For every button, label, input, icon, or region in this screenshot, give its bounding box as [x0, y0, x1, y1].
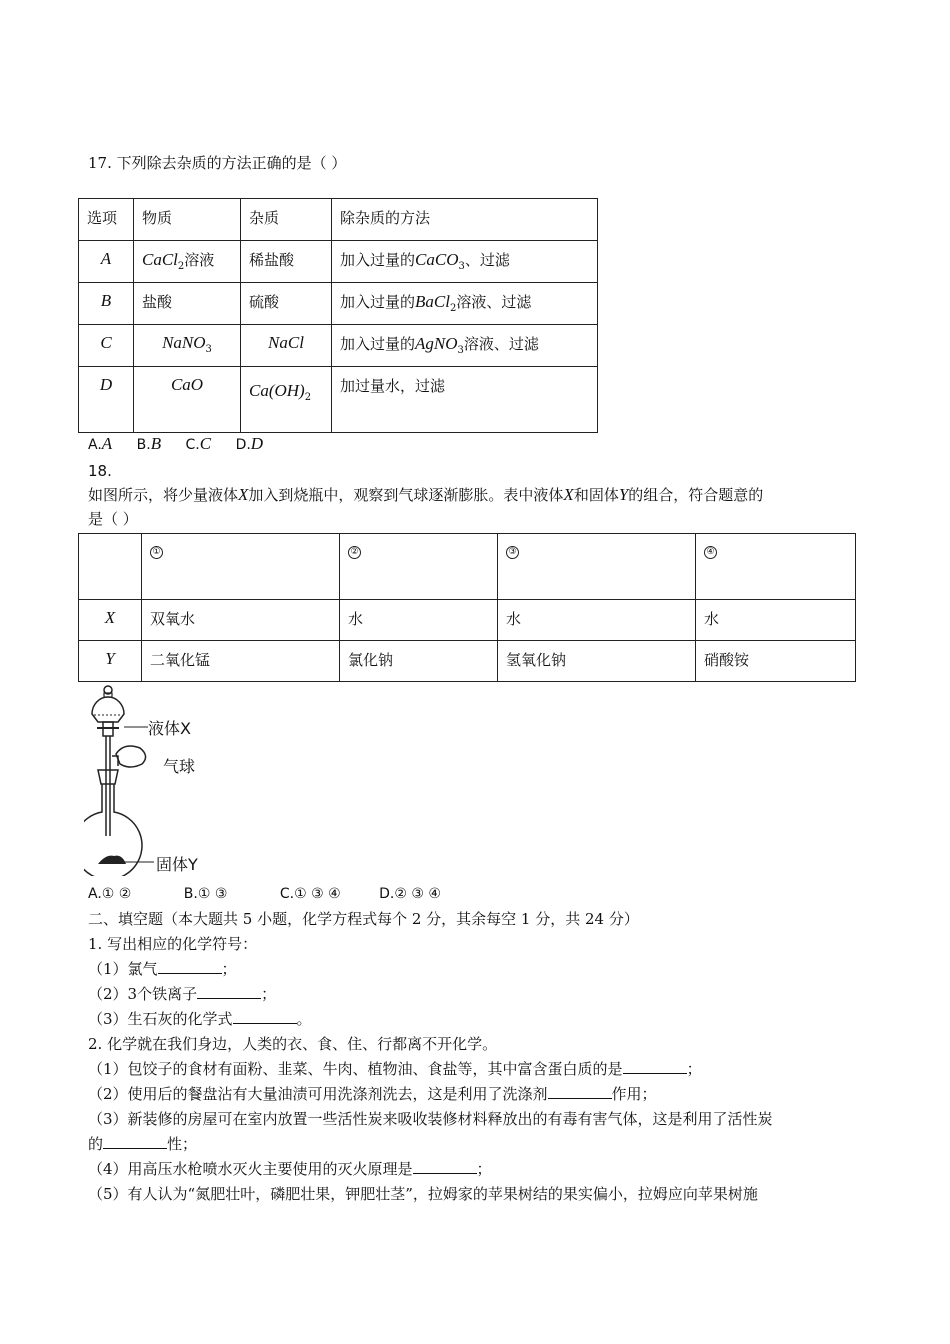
q17-row-a-substance-sub: 2 — [177, 261, 185, 272]
s2-q2-item3-line1: （3）新装修的房屋可在室内放置一些活性炭来吸收装修材料释放出的有毒有害气体，这是利用了活性炭 — [88, 1110, 773, 1128]
s2-q2-item2-text: （2）使用后的餐盘沾有大量油渍可用洗涤剂洗去，这是利用了洗涤剂 — [88, 1085, 548, 1103]
s2-q1-item2-punct: ； — [261, 985, 277, 1003]
q17-row-d-key: D — [99, 375, 113, 394]
q18-option-b[interactable] — [184, 886, 228, 902]
s2-q2-item5: （5）有人认为“氮肥壮叶，磷肥壮果，钾肥壮茎”，拉姆家的苹果树结的果实偏小，拉姆应向苹果树施 — [88, 1185, 758, 1203]
q17-row-a-substance-suffix: 溶液 — [184, 251, 215, 269]
q17-row-c-impurity: NaCl — [268, 333, 304, 352]
s2-q2-item3-punct: 性； — [167, 1135, 198, 1153]
q17-row-a-method-formula: CaCO — [415, 250, 459, 269]
q17-row-d-method: 加过量水，过滤 — [332, 367, 598, 433]
q17-option-b[interactable] — [136, 434, 162, 453]
balloon-icon — [116, 746, 146, 767]
q18-row-x-2: 水 — [340, 600, 498, 641]
s2-q2-item4-text: （4）用高压水枪喷水灭火主要使用的灭火原理是 — [88, 1160, 413, 1178]
q18-number: 18. — [88, 462, 112, 480]
s2-q2-item1 — [88, 1058, 702, 1080]
q17-row-b-method-pre: 加入过量的 — [340, 293, 416, 311]
q18-table — [78, 533, 856, 682]
rubber-stopper-icon — [98, 770, 118, 784]
s2-q2-blank4[interactable] — [413, 1159, 477, 1174]
q18-header-blank — [79, 534, 142, 600]
q18-var-x-2: X — [563, 485, 574, 504]
q18-option-a[interactable] — [88, 886, 131, 902]
q17-row-a-key: A — [100, 249, 112, 268]
s2-q2-blank3[interactable] — [103, 1134, 167, 1149]
q17-row-a-method-post: 、过滤 — [464, 251, 510, 269]
q17-option-d-value: D — [250, 434, 264, 453]
s2-q2-item4 — [88, 1158, 492, 1180]
s2-q1-item1-text: （1）氯气 — [88, 960, 158, 978]
s2-q2-item4-punct: ； — [476, 1160, 492, 1178]
q17-header-option: 选项 — [79, 199, 134, 241]
q17-title: 17. 下列除去杂质的方法正确的是（ ） — [88, 154, 347, 172]
q17-header-impurity: 杂质 — [241, 199, 332, 241]
q18-row-y-label: Y — [105, 649, 115, 668]
q18-option-c-value: ① ③ ④ — [294, 886, 341, 902]
q17-row-c-method-formula: AgNO — [415, 334, 458, 353]
q18-option-d-label: D. — [379, 886, 395, 902]
q17-row-c-method-sub: 3 — [457, 345, 464, 356]
q18-option-a-label: A. — [88, 886, 102, 902]
q18-option-b-label: B. — [183, 886, 198, 902]
q17-row-a-impurity: 稀盐酸 — [241, 241, 332, 283]
q18-option-a-value: ① ② — [101, 886, 132, 902]
q18-row-y-4: 硝酸铵 — [696, 641, 856, 682]
q18-stem-part1: 如图所示，将少量液体 — [88, 486, 239, 504]
q17-option-a[interactable] — [88, 434, 113, 453]
q17-row-c-substance-sub: 3 — [205, 344, 212, 355]
s2-q1-item2-text: （2）3个铁离子 — [88, 985, 198, 1003]
s2-q1-blank3[interactable] — [233, 1009, 297, 1024]
apparatus-figure — [84, 684, 214, 876]
q17-option-b-label: B. — [136, 437, 151, 453]
s2-q1-stem: 1. 写出相应的化学符号： — [88, 935, 258, 953]
q18-row-y-2: 氯化钠 — [340, 641, 498, 682]
q17-row-b-substance: 盐酸 — [134, 283, 241, 325]
q18-var-y: Y — [618, 485, 629, 504]
q17-row-c-key: C — [100, 333, 112, 352]
s2-q2-item3-text: 的 — [88, 1135, 104, 1153]
q17-row-c-method-pre: 加入过量的 — [340, 335, 416, 353]
q18-stem-part4: 的组合，符合题意的 — [628, 486, 764, 504]
s2-q1-item3-punct: 。 — [296, 1010, 312, 1028]
q18-row-x — [79, 600, 856, 641]
figure-label-solid: 固体Y — [156, 855, 198, 874]
s2-q2-item2 — [88, 1083, 657, 1105]
q17-row-a-substance: CaCl — [142, 250, 178, 269]
q17-row-c-method-post: 溶液、过滤 — [463, 335, 539, 353]
q18-stem-part2: 加入到烧瓶中，观察到气球逐渐膨胀。表中液体 — [248, 486, 564, 504]
q17-option-c-label: C. — [185, 437, 200, 453]
s2-q2-item3-line2 — [88, 1133, 197, 1155]
q17-row-a — [79, 241, 598, 283]
s2-q1-blank2[interactable] — [197, 984, 261, 999]
q17-option-a-value: A — [101, 434, 113, 453]
q17-table — [78, 198, 598, 433]
s2-q1-item2 — [88, 983, 276, 1005]
q17-row-d — [79, 367, 598, 433]
q17-row-b-method-sub: 2 — [449, 303, 457, 314]
q17-option-d-label: D. — [235, 437, 251, 453]
q18-option-d-value: ② ③ ④ — [394, 886, 441, 902]
q17-option-c-value: C — [199, 434, 212, 453]
q18-header-1: ① — [150, 546, 163, 559]
q17-row-b-method-post: 溶液、过滤 — [456, 293, 532, 311]
q17-header-substance: 物质 — [134, 199, 241, 241]
figure-label-balloon: 气球 — [163, 757, 196, 776]
q18-option-c-label: C. — [279, 886, 295, 902]
s2-q2-item2-punct: 作用； — [611, 1085, 657, 1103]
s2-q2-blank1[interactable] — [623, 1059, 687, 1074]
q17-options — [88, 434, 263, 454]
q18-row-x-label: X — [104, 608, 116, 627]
section2-heading: 二、填空题（本大题共 5 小题，化学方程式每个 2 分，其余每空 1 分，共 24 分） — [88, 910, 639, 928]
q18-row-y-3: 氢氧化钠 — [498, 641, 696, 682]
funnel-bulb-icon — [92, 697, 124, 722]
q18-header-2: ② — [348, 546, 361, 559]
s2-q2-item1-punct: ； — [686, 1060, 702, 1078]
q18-row-x-4: 水 — [696, 600, 856, 641]
q18-header-4: ④ — [704, 546, 717, 559]
q17-row-a-method-sub: 3 — [458, 261, 465, 272]
s2-q2-item1-text: （1）包饺子的食材有面粉、韭菜、牛肉、植物油、食盐等，其中富含蛋白质的是 — [88, 1060, 623, 1078]
s2-q1-item1 — [88, 958, 237, 980]
q18-option-b-value: ① ③ — [197, 886, 228, 902]
s2-q2-stem: 2. 化学就在我们身边，人类的衣、食、住、行都离不开化学。 — [88, 1035, 498, 1053]
q17-row-a-method-pre: 加入过量的 — [340, 251, 416, 269]
q18-stem-line2: 是（ ） — [88, 510, 138, 528]
q17-header-method: 除杂质的方法 — [332, 199, 598, 241]
q18-option-d[interactable] — [379, 886, 441, 902]
q17-option-c[interactable] — [185, 434, 212, 453]
q17-option-b-value: B — [150, 434, 162, 453]
q17-row-d-impurity: Ca(OH) — [249, 381, 305, 400]
q18-options — [88, 886, 441, 902]
q18-row-x-3: 水 — [498, 600, 696, 641]
q18-header-3: ③ — [506, 546, 519, 559]
q17-row-b — [79, 283, 598, 325]
q17-option-d[interactable] — [235, 434, 264, 453]
q17-option-a-label: A. — [88, 437, 102, 453]
q18-row-x-1: 双氧水 — [142, 600, 340, 641]
q17-row-b-key: B — [100, 291, 112, 310]
s2-q1-item3 — [88, 1008, 312, 1030]
s2-q1-blank1[interactable] — [158, 959, 222, 974]
q18-var-x: X — [238, 485, 249, 504]
q18-option-c[interactable] — [280, 886, 341, 902]
s2-q2-blank2[interactable] — [548, 1084, 612, 1099]
q18-stem-line1 — [88, 484, 763, 506]
solid-y-icon — [98, 856, 126, 864]
q17-row-d-impurity-sub: 2 — [304, 392, 312, 403]
s2-q1-item1-punct: ； — [221, 960, 237, 978]
s2-q1-item3-text: （3）生石灰的化学式 — [88, 1010, 233, 1028]
figure-label-liquid: 液体X — [148, 719, 191, 738]
q17-row-c — [79, 325, 598, 367]
q17-row-d-substance: CaO — [170, 375, 204, 394]
q18-row-y-1: 二氧化锰 — [142, 641, 340, 682]
q18-stem-part3: 和固体 — [573, 486, 619, 504]
q17-row-b-impurity: 硫酸 — [241, 283, 332, 325]
q17-row-c-substance: NaNO — [162, 333, 206, 352]
q18-row-y — [79, 641, 856, 682]
q17-row-b-method-formula: BaCl — [415, 292, 450, 311]
